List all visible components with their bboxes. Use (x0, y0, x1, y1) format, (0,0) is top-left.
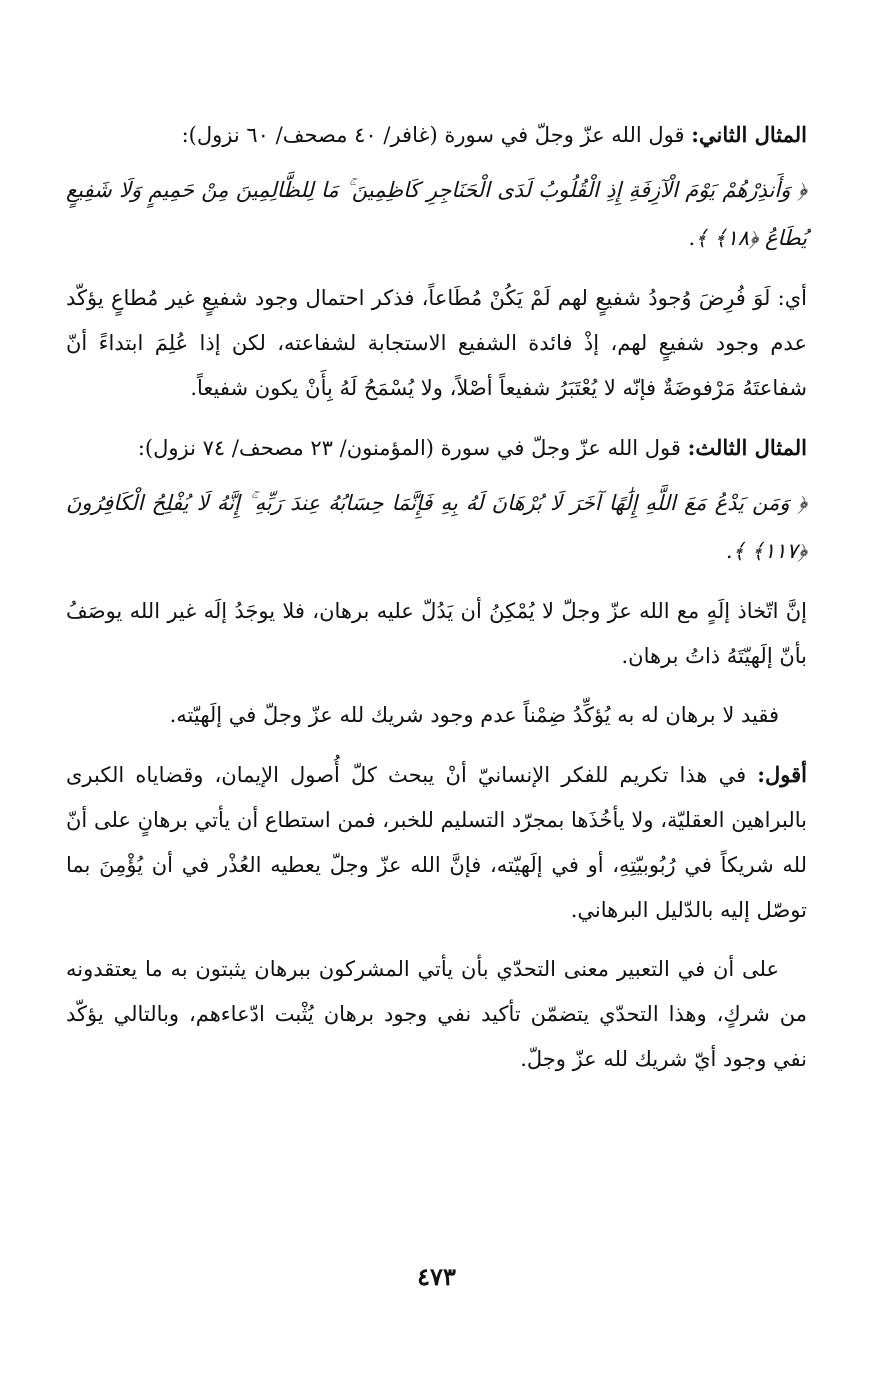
explanation-paragraph-two: إنَّ اتّخاذ إلَهٍ مع الله عزّ وجلّ لا يُمْكِنُ أن يَدُلّ عليه برهان، فلا يوجَدُ إلَه غير الله يوصَفُ بأنّ إلَهيّتَهُ ذاتُ برهان. (66, 599, 807, 668)
spacer (66, 575, 807, 589)
example-three-heading (66, 425, 807, 471)
closing-paragraph: على أن في التعبير معنى التحدّي بأن يأتي المشركون ببرهان يثبتون به ما يعتقدونه من شركٍ، وهذا التحدّي يتضمّن تأكيد نفي وجود برهان يُثْبت ادّعاءهم، وبالتالي يؤكّد نفي وجود أيّ شريك لله عزّ وجلّ. (66, 957, 807, 1071)
explanation-paragraph-one: أي: لَوَ فُرِضَ وُجودُ شفيعٍ لهم لَمْ يَكُنْ مُطَاعاً، فذكر احتمال وجود شفيعٍ غير مُطاعٍ يؤكّد عدم وجود شفيعٍ لهم، إذْ فائدة الشفيع الاستجابة لشفاعته، لكن إذا عُلِمَ ابتداءً أنّ شفاعتَهُ مَرْفوضَةٌ فإنّه لا يُعْتَبَرُ شفيعاً أصْلاً، ولا يُسْمَحُ لَهُ بِأَنْ يكون شفيعاً. (66, 286, 807, 400)
example-two-lead: المثال الثاني: (691, 122, 807, 147)
example-three-lead: المثال الثالث: (687, 435, 807, 460)
constraint-paragraph: فقيد لا برهان له به يُؤكِّدُ ضِمْناً عدم وجود شريك لله عزّ وجلّ في إلَهيّته. (169, 703, 779, 727)
verse-ghafir-18: ﴿ وَأَنذِرْهُمْ يَوْمَ الْآزِفَةِ إِذِ الْقُلُوبُ لَدَى الْحَنَاجِرِ كَاظِمِينَ ۚ مَا لِلظَّالِمِينَ مِنْ حَمِيمٍ وَلَا شَفِيعٍ يُطَاعُ ﴿١٨﴾ ﴾. (66, 178, 807, 250)
aqool-text: في هذا تكريم للفكر الإنسانيّ أنْ يبحث كلّ أُصول الإيمان، وقضاياه الكبرى بالبراهين العقليّة، ولا يأخُذَها بمجرّد التسليم للخبر، فمن استطاع أن يأتي برهانٍ على أنّ لله شريكاً في رُبُوبيّتِهِ، أو في إلَهيّته، فإنَّ الله عزّ وجلّ يعطيه العُذْر في أن يُؤْمِنَ بما توصّل إليه بالدّليل البرهاني. (66, 763, 807, 922)
example-two-text: قول الله عزّ وجلّ في سورة (غافر/ ٤٠ مصحف/ ٦٠ نزول): (181, 123, 692, 147)
spacer (66, 411, 807, 425)
example-two-heading (66, 112, 807, 158)
spacer (66, 933, 807, 947)
spacer (66, 471, 807, 479)
aqool-lead: أقول: (757, 762, 807, 787)
page-number: ٤٧٣ (417, 1262, 456, 1291)
spacer (66, 679, 807, 693)
example-three-text: قول الله عزّ وجلّ في سورة (المؤمنون/ ٢٣ مصحف/ ٧٤ نزول): (137, 436, 688, 460)
aqool-paragraph (66, 752, 807, 933)
verse-muminun-117: ﴿ وَمَن يَدْعُ مَعَ اللَّهِ إِلَٰهًا آخَرَ لَا بُرْهَانَ لَهُ بِهِ فَإِنَّمَا حِسَابُهُ عِندَ رَبِّهِ ۚ إِنَّهُ لَا يُفْلِحُ الْكَافِرُونَ ﴿١١٧﴾ ﴾. (66, 491, 807, 563)
spacer (66, 738, 807, 752)
spacer (66, 158, 807, 166)
spacer (66, 262, 807, 276)
